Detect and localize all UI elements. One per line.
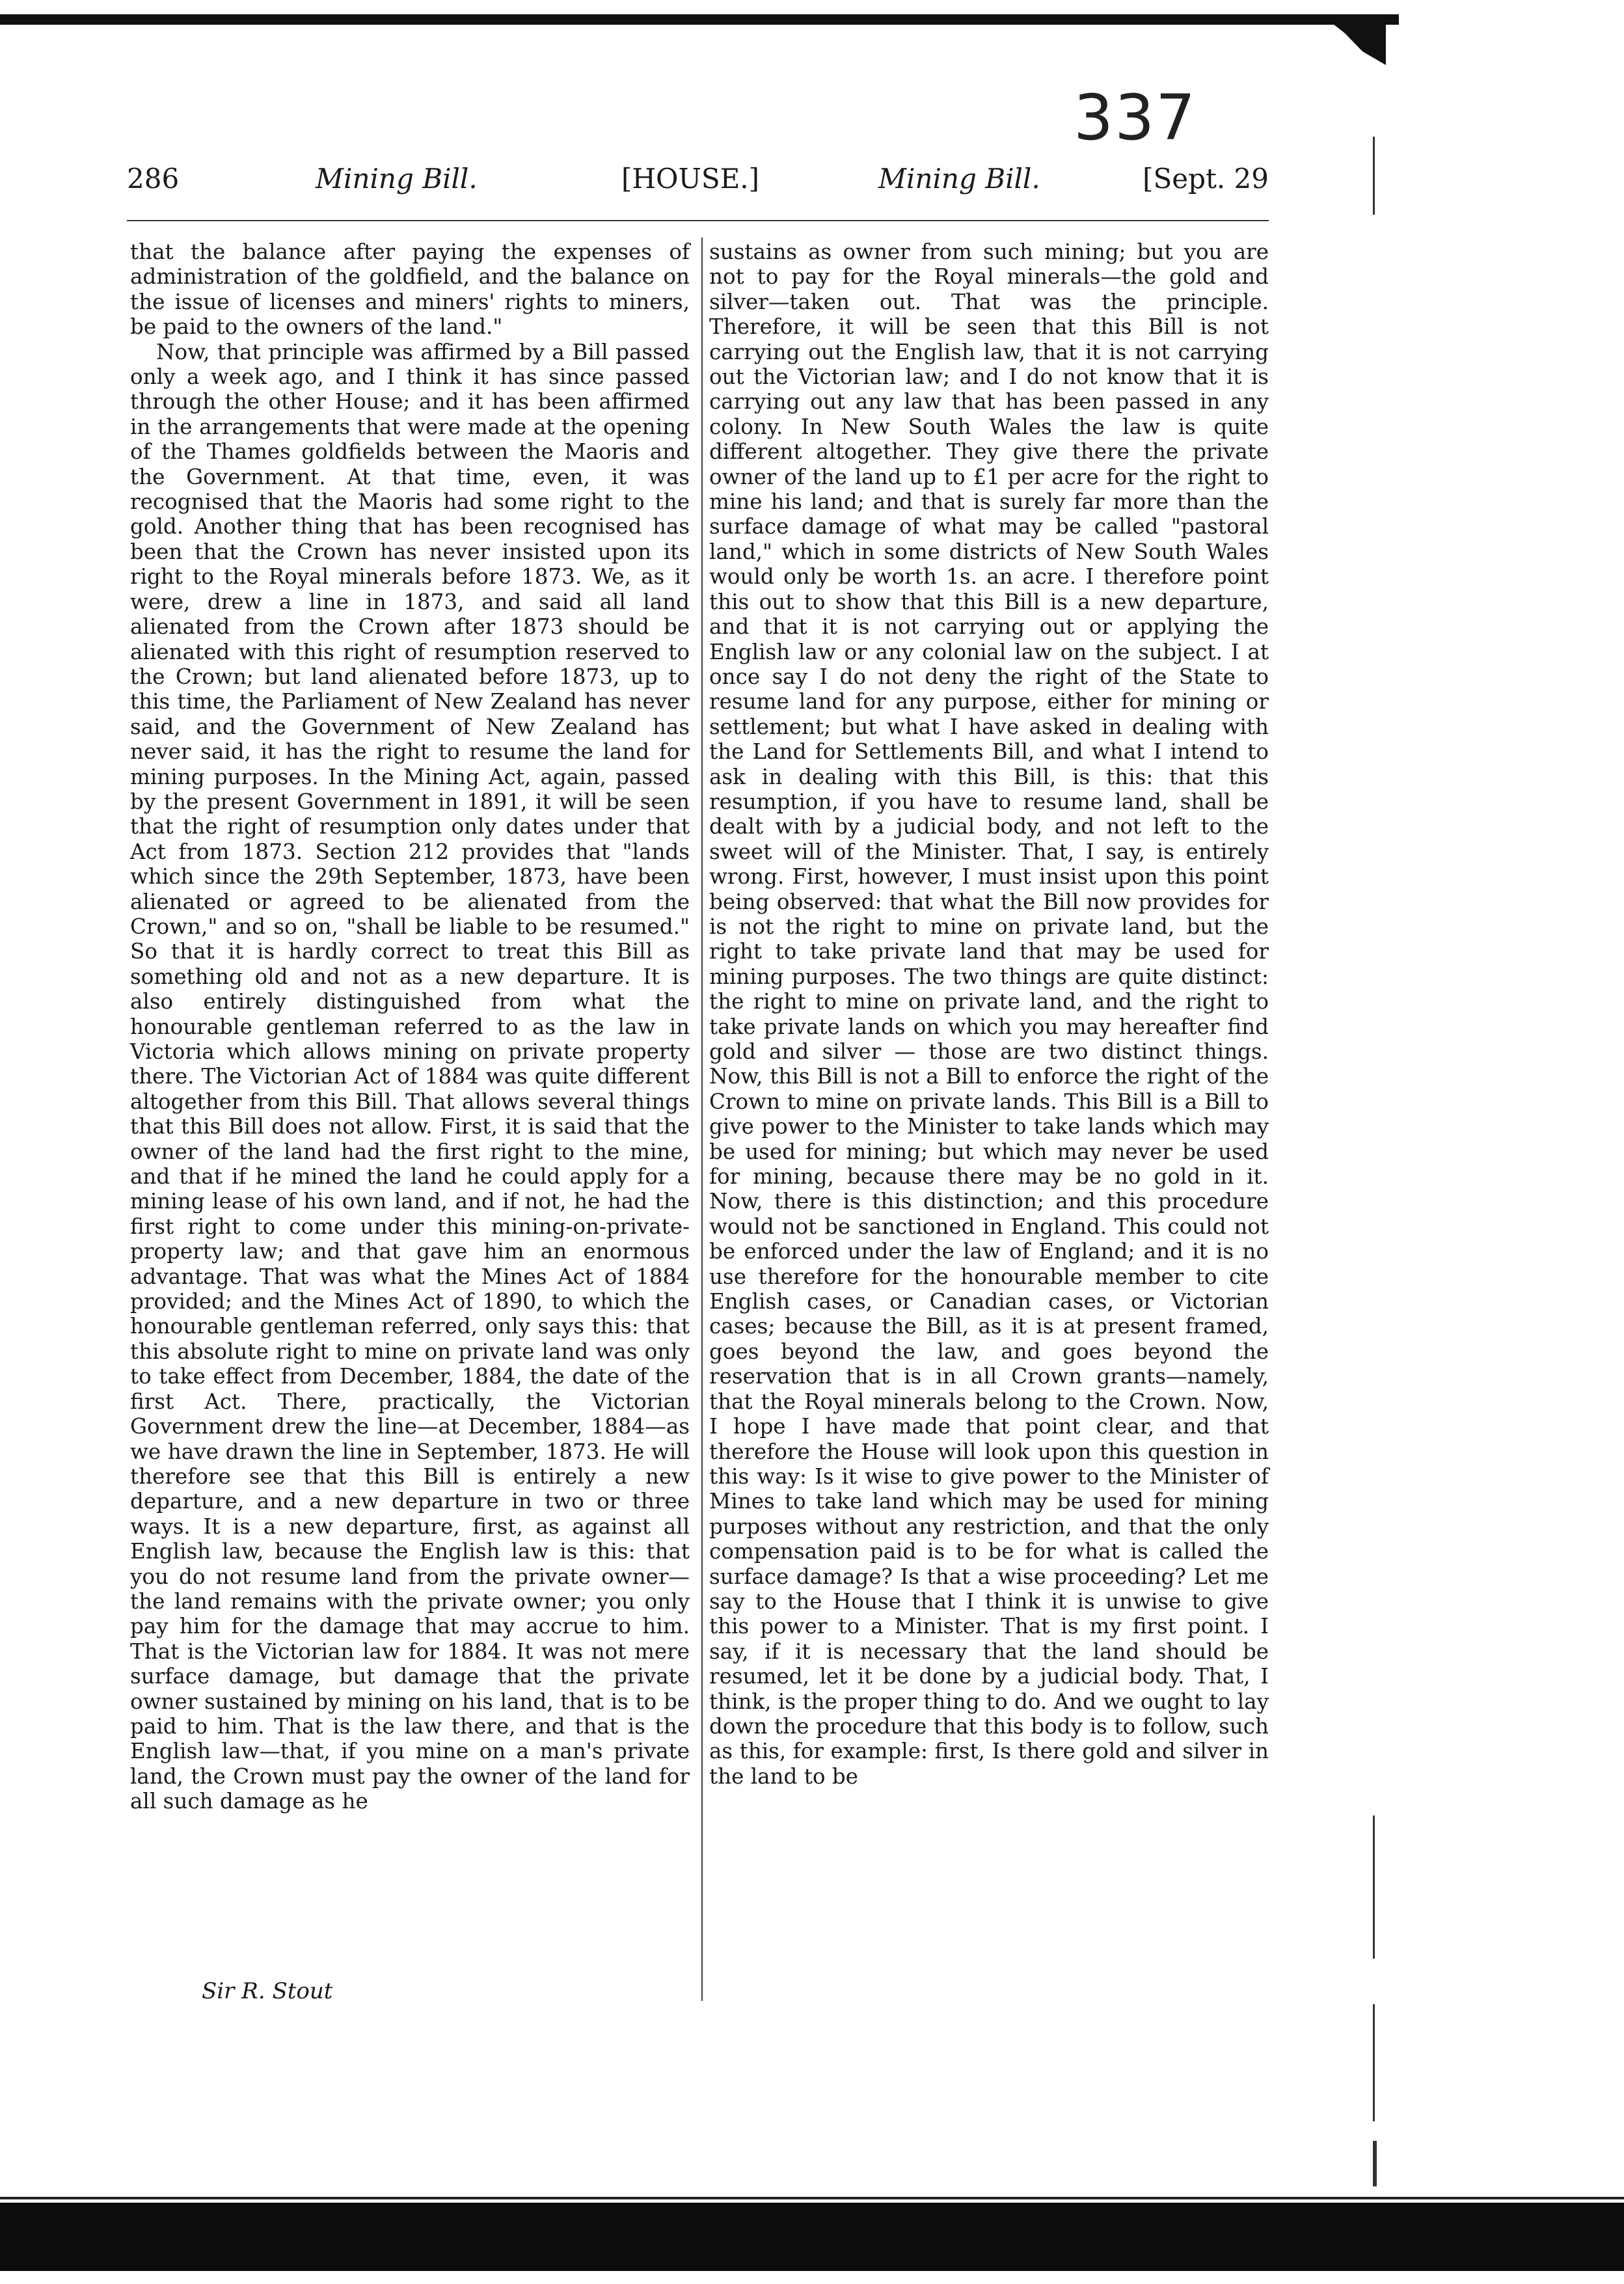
page-number: 286 [127, 163, 180, 195]
margin-mark [1373, 2004, 1375, 2121]
running-header [127, 163, 1269, 208]
speaker-signature: Sir R. Stout [202, 1978, 333, 2004]
header-left-title: Mining Bill. [316, 163, 478, 195]
left-column [130, 239, 690, 1814]
margin-mark [1373, 137, 1375, 215]
header-date: [Sept. 29 [1143, 163, 1269, 195]
left-paragraph: Now, that principle was affirmed by a Bill passed only a week ago, and I think it has since passed through the other House; and it has been affirmed in the arrangements that were made at the opening of the Thames goldfields between the Maoris and the Government. At that time, even, it was recognised that the Maoris had some right to the gold. Another thing that has been recognised has been that the Crown has never insisted upon its right to the Royal minerals before 1873. We, as it were, drew a line in 1873, and said all land alienated from the Crown after 1873 should be alienated with this right of resumption reserved to the Crown; but land alienated before 1873, up to this time, the Parliament of New Zealand has never said, and the Government of New Zealand has never said, it has the right to resume the land for mining purposes. In the Mining Act, again, passed by the present Government in 1891, it will be seen that the right of resumption only dates under that Act from 1873. Section 212 provides that "lands which since the 29th September, 1873, have been alienated or agreed to be alienated from the Crown," and so on, "shall be liable to be resumed." So that it is hardly correct to treat this Bill as something old and not as a new departure. It is also entirely distinguished from what the honourable gentleman referred to as the law in Victoria which allows mining on private property there. The Victorian Act of 1884 was quite different altogether from this Bill. That allows several things that this Bill does not allow. First, it is said that the owner of the land had the first right to the mine, and that if he mined the land he could apply for a mining lease of his own land, and if not, he had the first right to come under this mining-on-private-property law; and that gave him an enormous advantage. That was what the Mines Act of 1884 provided; and the Mines Act of 1890, to which the honourable gentleman referred, only says this: that this absolute right to mine on private land was only to take effect from December, 1884, the date of the first Act. There, practically, the Victorian Government drew the line—at December, 1884—as we have drawn the line in September, 1873. He will therefore see that this Bill is entirely a new departure, and a new departure in two or three ways. It is a new departure, first, as against all English law, because the English law is this: that you do not resume land from the private owner—the land remains with the private owner; you only pay him for the damage that may accrue to him. That is the Victorian law for 1884. It was not mere surface damage, but damage that the private owner sustained by mining on his land, that is to be paid to him. That is the law there, and that is the English law—that, if you mine on a man's private land, the Crown must pay the owner of the land for all such damage as he [130, 339, 690, 1814]
margin-mark [1373, 2141, 1377, 2186]
scan-corner-mark [1327, 20, 1386, 65]
scan-bottom-line [0, 2197, 1624, 2199]
left-paragraph: that the balance after paying the expenses of administration of the goldfield, and the balance on the issue of licenses and miners' rights to miners, be paid to the owners of the land." [130, 239, 690, 340]
margin-mark [1373, 1815, 1375, 1959]
header-chamber: [HOUSE.] [621, 163, 760, 195]
handwritten-page-stamp: 337 [1074, 81, 1197, 154]
scan-top-border [0, 14, 1399, 25]
right-column [709, 239, 1269, 1789]
scan-bottom-border [0, 2203, 1624, 2271]
header-rule [127, 220, 1269, 221]
column-divider [701, 238, 703, 2001]
right-paragraph: sustains as owner from such mining; but you are not to pay for the Royal minerals—the gold and silver—taken out. That was the principle. Therefore, it will be seen that this Bill is not carrying out the English law, that it is not carrying out the Victorian law; and I do not know that it is carrying out any law that has been passed in any colony. In New South Wales the law is quite different altogether. They give there the private owner of the land up to £1 per acre for the right to mine his land; and that is surely far more than the surface damage of what may be called "pastoral land," which in some districts of New South Wales would only be worth 1s. an acre. I therefore point this out to show that this Bill is a new departure, and that it is not carrying out or applying the English law or any colonial law on the subject. I at once say I do not deny the right of the State to resume land for any purpose, either for mining or settlement; but what I have asked in dealing with the Land for Settlements Bill, and what I intend to ask in dealing with this Bill, is this: that this resumption, if you have to resume land, shall be dealt with by a judicial body, and not left to the sweet will of the Minister. That, I say, is entirely wrong. First, however, I must insist upon this point being observed: that what the Bill now provides for is not the right to mine on private land, but the right to take private land that may be used for mining purposes. The two things are quite distinct: the right to mine on private land, and the right to take private lands on which you may hereafter find gold and silver — those are two distinct things. Now, this Bill is not a Bill to enforce the right of the Crown to mine on private lands. This Bill is a Bill to give power to the Minister to take lands which may be used for mining; but which may never be used for mining, because there may be no gold in it. Now, there is this distinction; and this procedure would not be sanctioned in England. This could not be enforced under the law of England; and it is no use therefore for the honourable member to cite English cases, or Canadian cases, or Victorian cases; because the Bill, as it is at present framed, goes beyond the law, and goes beyond the reservation that is in all Crown grants—namely, that the Royal minerals belong to the Crown. Now, I hope I have made that point clear, and that therefore the House will look upon this question in this way: Is it wise to give power to the Minister of Mines to take land which may be used for mining purposes without any restriction, and that the only compensation paid is to be for what is called the surface damage? Is that a wise proceeding? Let me say to the House that I think it is unwise to give this power to a Minister. That is my first point. I say, if it is necessary that the land should be resumed, let it be done by a judicial body. That, I think, is the proper thing to do. And we ought to lay down the procedure that this body is to follow, such as this, for example: first, Is there gold and silver in the land to be [709, 239, 1269, 1789]
header-right-title: Mining Bill. [878, 163, 1040, 195]
